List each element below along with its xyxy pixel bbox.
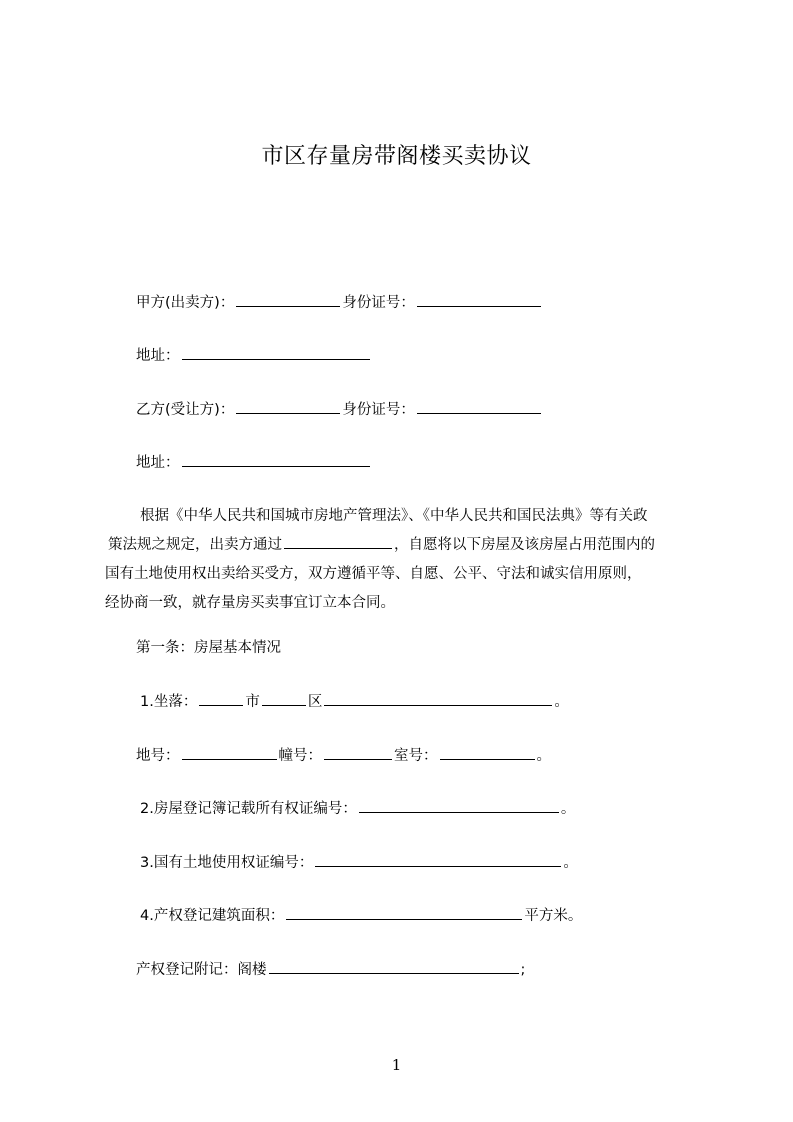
preamble-paragraph [105, 502, 700, 618]
party-a-id-blank[interactable] [417, 292, 541, 307]
preamble-line-3: 国有土地使用权出卖给买受方，双方遵循平等、自愿、公平、守法和诚实信用原则， [105, 566, 642, 582]
party-a-line [136, 292, 543, 313]
article-1-heading: 第一条：房屋基本情况 [136, 640, 281, 656]
page-number: 1 [391, 1056, 402, 1074]
building-number-blank[interactable] [324, 745, 392, 760]
party-b-address-line [136, 452, 372, 473]
preamble-line-1: 根据《中华人民共和国城市房地产管理法》、《中华人民共和国民法典》等有关政 [140, 508, 648, 524]
item-1-location [140, 691, 569, 712]
item-1-end: 。 [554, 694, 569, 710]
lot-number-blank[interactable] [182, 745, 277, 760]
item-1b-end: 。 [536, 748, 551, 764]
item-1-lot-line [136, 745, 551, 766]
item-4-unit: 平方米。 [524, 908, 583, 924]
district-blank[interactable] [262, 691, 306, 706]
annex-line [136, 959, 525, 980]
party-b-id-blank[interactable] [417, 399, 541, 414]
city-label: 市 [245, 694, 260, 710]
party-a-name-blank[interactable] [236, 292, 340, 307]
floor-area-blank[interactable] [286, 905, 522, 920]
document-title: 市区存量房带阁楼买卖协议 [261, 144, 532, 169]
party-b-id-label: 身份证号： [342, 402, 415, 418]
party-b-label: 乙方(受让方)： [136, 402, 235, 418]
item-2-end: 。 [560, 801, 576, 817]
lot-number-label: 地号： [136, 748, 180, 764]
room-number-label: 室号： [394, 748, 438, 764]
item-3-line [140, 852, 578, 873]
acquisition-method-blank[interactable] [284, 534, 392, 549]
preamble-line-4: 经协商一致，就存量房买卖事宜订立本合同。 [105, 595, 395, 611]
party-b-address-blank[interactable] [182, 452, 370, 467]
party-a-address-blank[interactable] [182, 345, 370, 360]
preamble-line-2 [105, 531, 700, 560]
location-detail-blank[interactable] [324, 691, 552, 706]
party-a-label: 甲方(出卖方)： [136, 295, 235, 311]
party-b-address-label: 地址： [136, 455, 180, 471]
party-a-address-line [136, 345, 372, 366]
preamble-line-2-a: 策法规之规定，出卖方通过 [108, 537, 282, 553]
party-a-address-label: 地址： [136, 348, 180, 364]
attic-blank[interactable] [269, 959, 519, 974]
room-number-blank[interactable] [440, 745, 535, 760]
item-2-label: 2.房屋登记簿记载所有权证编号： [140, 801, 357, 817]
ownership-cert-blank[interactable] [359, 798, 559, 813]
party-a-id-label: 身份证号： [342, 295, 415, 311]
item-2-line [140, 798, 575, 819]
building-number-label: 幢号： [278, 748, 322, 764]
annex-end: ; [520, 962, 526, 978]
preamble-line-2-b: ，自愿将以下房屋及该房屋占用范围内的 [394, 537, 655, 553]
item-1-label: 1.坐落： [140, 694, 198, 710]
district-label: 区 [307, 694, 323, 710]
party-b-line [136, 399, 543, 420]
item-4-label: 4.产权登记建筑面积： [140, 908, 285, 924]
item-3-end: 。 [563, 855, 578, 871]
party-b-name-blank[interactable] [236, 399, 340, 414]
city-blank[interactable] [199, 691, 243, 706]
land-cert-blank[interactable] [315, 852, 561, 867]
item-4-line [140, 905, 582, 926]
annex-label: 产权登记附记：阁楼 [136, 962, 267, 978]
item-3-label: 3.国有土地使用权证编号： [140, 855, 314, 871]
